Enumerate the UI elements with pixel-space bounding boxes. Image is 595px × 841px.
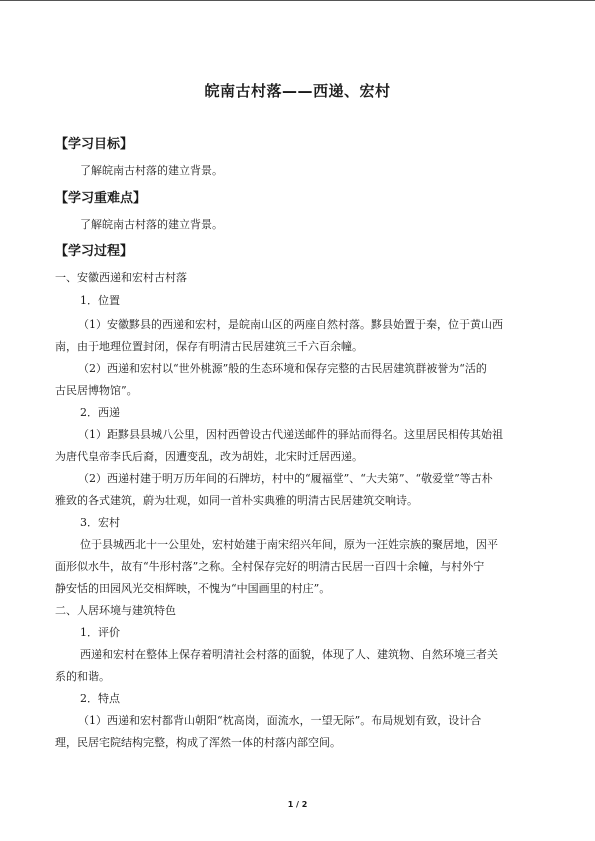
paragraph-line: （2）西递和宏村以“世外桃源”般的生态环境和保存完整的古民居建筑群被誉为“活的 [78, 362, 487, 375]
subheading-hongcun: 3．宏村 [80, 516, 120, 529]
section-heading-key-points: 【学习重难点】 [55, 191, 147, 206]
paragraph-line: 静安恬的田园风光交相辉映，不愧为“中国画里的村庄”。 [55, 582, 331, 595]
page-number: 1 / 2 [287, 800, 308, 809]
key-points-text: 了解皖南古村落的建立背景。 [80, 218, 223, 231]
paragraph-line: （1）安徽黟县的西递和宏村，是皖南山区的两座自然村落。黟县始置于秦，位于黄山西 [78, 318, 503, 331]
goal-text: 了解皖南古村落的建立背景。 [80, 164, 223, 177]
paragraph-line: 南，由于地理位置封闭，保存有明清古民居建筑三千六百余幢。 [55, 340, 363, 353]
paragraph-line: 系的和谐。 [55, 670, 110, 683]
section-heading-process: 【学习过程】 [55, 244, 134, 259]
subheading-features: 2．特点 [80, 692, 120, 705]
heading-part-two: 二、人居环境与建筑特色 [55, 604, 176, 617]
paragraph-line: 面形似水牛，故有“牛形村落”之称。全村保存完好的明清古民居一百四十余幢，与村外宁 [55, 560, 485, 573]
paragraph-line: 理，民居宅院结构完整，构成了浑然一体的村落内部空间。 [55, 736, 341, 749]
paragraph-line: 西递和宏村在整体上保存着明清社会村落的面貌，体现了人、建筑物、自然环境三者关 [80, 648, 498, 661]
paragraph-line: 雅致的各式建筑，蔚为壮观，如同一首朴实典雅的明清古民居建筑交响诗。 [55, 494, 418, 507]
header-rule [0, 0, 595, 1]
paragraph-line: （2）西递村建于明万历年间的石牌坊，村中的“履福堂”、“大夫第”、“敬爱堂”等古朴 [78, 472, 493, 485]
paragraph-line: 位于县城西北十一公里处，宏村始建于南宋绍兴年间，原为一汪姓宗族的聚居地，因平 [80, 538, 498, 551]
paragraph-line: 古民居博物馆”。 [55, 384, 138, 397]
document-title: 皖南古村落——西递、宏村 [204, 82, 391, 100]
subheading-location: 1．位置 [80, 294, 120, 307]
paragraph-line: （1）距黟县县城八公里，因村西曾设古代递送邮件的驿站而得名。这里居民相传其始祖 [78, 428, 503, 441]
paragraph-line: （1）西递和宏村都背山朝阳“枕高岗，面流水，一望无际”。布局规划有致，设计合 [78, 714, 482, 727]
subheading-evaluation: 1．评价 [80, 626, 120, 639]
section-heading-goal: 【学习目标】 [55, 137, 134, 152]
heading-part-one: 一、安徽西递和宏村古村落 [55, 271, 187, 284]
subheading-xidi: 2．西递 [80, 406, 120, 419]
paragraph-line: 为唐代皇帝李氏后裔，因遭变乱，改为胡姓，北宋时迁居西递。 [55, 450, 363, 463]
